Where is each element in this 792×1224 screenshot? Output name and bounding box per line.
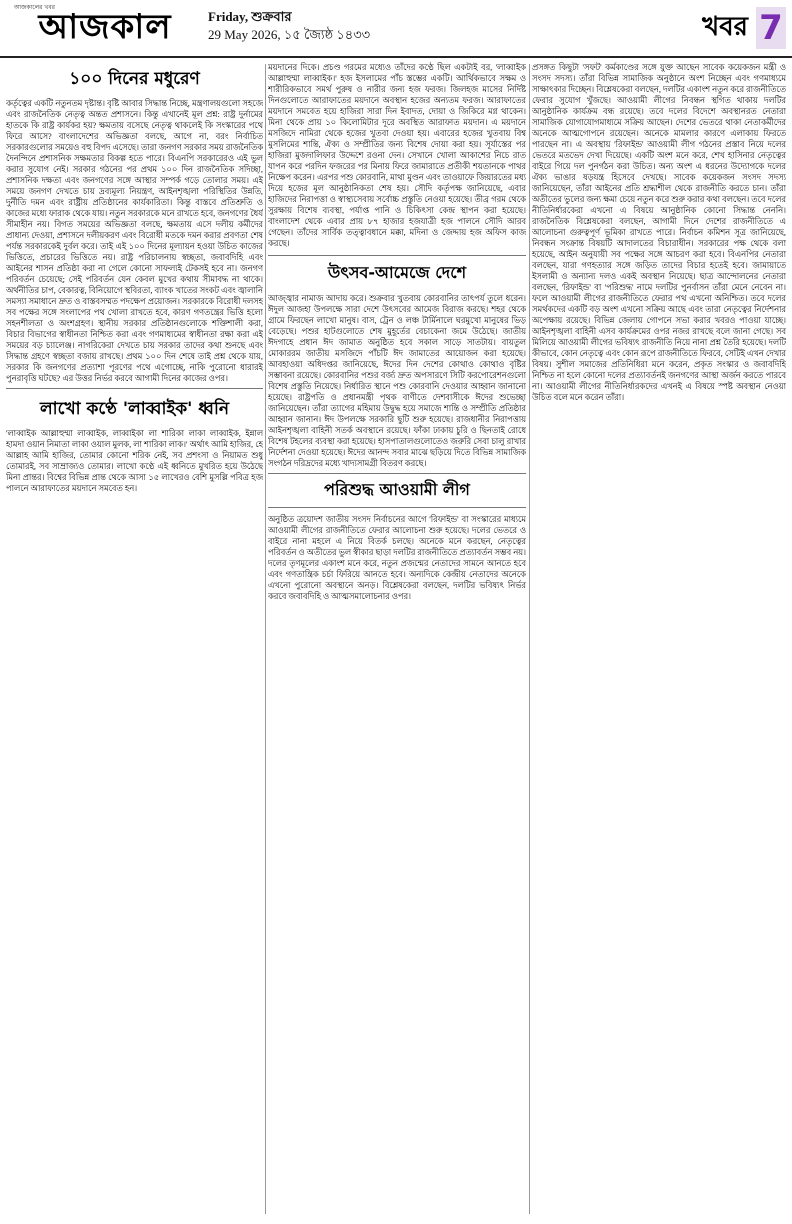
article-headline: লাখো কণ্ঠে 'লাব্বাইক' ধ্বনি xyxy=(40,399,229,419)
article-headline: ১০০ দিনের মধুরেণ xyxy=(69,69,200,89)
column-divider xyxy=(529,64,530,1214)
column-3 xyxy=(532,62,786,1220)
day-english: Friday, xyxy=(208,9,249,24)
hajj-article xyxy=(6,388,263,494)
page-number: 7 xyxy=(756,7,786,49)
logo xyxy=(10,6,200,48)
article-body: কর্তৃত্বের একটি নতুনতম দৃষ্টান্ত। বৃষ্টি আবার সিদ্ধান্ত নিচ্ছে, মন্ত্রণালয়গুলো সহজে এবং রাজনৈতিক নেতৃত্ব অন্তত প্রশাসনে। কিন্তু এখানেই মূল প্রশ্ন: রাষ্ট্র দুর্নামের হাতকে কি রাষ্ট্র কার্যকর হয়? ক্ষমতায় বসেছে নেতৃত্ব থাকলেই কি সংস্কারের পথে ফিরে আসে? বাংলাদেশের অভিজ্ঞতা বলছে, আগে না, বরং নির্বাচিত সরকারগুলোর সময়েও বহু বিপদ এসেছে। তারা জনগণ সরকার সময় রাজনৈতিক দৈনন্দিনে প্রশাসনিক সক্ষমতার বিকল্প হতে পারে। বিএনপি সরকারেরও এই ভুল করার সুযোগ নেই। সরকার গঠনের পর প্রথম ১০০ দিন রাজনৈতিক সদিচ্ছা, প্রশাসনিক দক্ষতা এবং জনগণের সঙ্গে আস্থার সম্পর্ক গড়ে তোলার সময়। এই সময়ে জনগণ দেখতে চায় দ্রব্যমূল্য নিয়ন্ত্রণ, আইনশৃঙ্খলা পরিস্থিতির উন্নতি, দুর্নীতি দমন এবং রাষ্ট্রীয় প্রতিষ্ঠানের কার্যকারিতা। কিন্তু বাস্তবে প্রতিশ্রুতি ও কাজের মধ্যে ফারাক থেকে যায়। নতুন সরকারকে মনে রাখতে হবে, জনগণের ধৈর্য সীমাহীন নয়। বিগত সময়ের অভিজ্ঞতা বলছে, ক্ষমতায় এসে দলীয় কর্মীদের প্রাধান্য দেওয়া, প্রশাসনে দলীয়করণ এবং বিরোধী মতকে দমন করার প্রবণতা শেষ পর্যন্ত সরকারকেই দুর্বল করে। তাই এই ১০০ দিনের মূল্যায়ন হওয়া উচিত কাজের ভিত্তিতে, প্রচারের ভিত্তিতে নয়। রাষ্ট্র পরিচালনায় স্বচ্ছতা, জবাবদিহি এবং আইনের শাসন প্রতিষ্ঠা করা না গেলে কোনো সাফল্যই টেকসই হবে না। জনগণ পরিবর্তন চেয়েছে; সেই পরিবর্তন যেন কেবল মুখের কথায় সীমাবদ্ধ না থাকে। অর্থনীতির চাপ, বেকারত্ব, বিনিয়োগে স্থবিরতা, ব্যাংক খাতের সংকট এবং জ্বালানি সমস্যা সমাধানে দ্রুত ও বাস্তবসম্মত পদক্ষেপ প্রয়োজন। সরকারকে বিরোধী দলসহ সব পক্ষের সঙ্গে সংলাপের পথ খোলা রাখতে হবে, কারণ গণতন্ত্রের ভিত্তি হলো সহনশীলতা ও অংশগ্রহণ। স্থানীয় সরকার প্রতিষ্ঠানগুলোকে শক্তিশালী করা, বিচার বিভাগের স্বাধীনতা নিশ্চিত করা এবং গণমাধ্যমের স্বাধীনতা রক্ষা করা এই সময়ের বড় চ্যালেঞ্জ। নাগরিকেরা দেখতে চায় সরকার তাদের কথা শুনছে এবং সিদ্ধান্ত গ্রহণে স্বচ্ছতা বজায় রাখছে। প্রথম ১০০ দিন শেষে তাই প্রশ্ন থেকে যায়, সরকার কি জনগণের প্রত্যাশা পূরণের পথে এগোচ্ছে, নাকি পুরোনো ধারারই পুনরাবৃত্তি ঘটছে? এর উত্তর নির্ভর করবে আগামী দিনের কাজের ওপর। xyxy=(6,99,263,383)
section-name: খবর xyxy=(702,12,748,42)
article-headline: উৎসব-আমেজে দেশে xyxy=(268,255,526,287)
section-label xyxy=(690,4,786,52)
column-2 xyxy=(268,62,526,1220)
article-body: ময়দানের দিকে। প্রচণ্ড গরমের মধ্যেও তাঁদের কণ্ঠে ছিল একটাই বর, 'লাব্বাইক আল্লাহুম্মা লাব্বাইক।' হজ ইসলামের পাঁচ স্তম্ভের একটি। আর্থিকভাবে সক্ষম ও শারীরিকভাবে সমর্থ পুরুষ ও নারীর জন্য হজ ফরজ। জিলহজ মাসের নির্দিষ্ট দিনগুলোতে আরাফাতের ময়দানে অবস্থান হজের অন্যতম ফরজ। আরাফাতের ময়দানে সমবেত হয়ে হাজিরা সারা দিন ইবাদত, দোয়া ও জিকিরে মগ্ন থাকেন। মিনা থেকে প্রায় ১০ কিলোমিটার দূরে অবস্থিত আরাফাত ময়দান। এ ময়দানে মসজিদে নামিরা থেকে হজের খুতবা দেওয়া হয়। এবারের হজের খুতবায় বিশ্ব মুসলিমের শান্তি, ঐক্য ও সম্প্রীতির জন্য বিশেষ দোয়া করা হয়। সূর্যাস্তের পর হাজিরা মুজদালিফার উদ্দেশে রওনা দেন। সেখানে খোলা আকাশের নিচে রাত যাপন করে পরদিন ফজরের পর মিনায় ফিরে জামারাতে প্রতীকী শয়তানকে পাথর নিক্ষেপ করেন। এরপর পশু কোরবানি, মাথা মুণ্ডন এবং তাওয়াফে জিয়ারতের মধ্য দিয়ে হজের মূল আনুষ্ঠানিকতা শেষ হয়। সৌদি কর্তৃপক্ষ জানিয়েছে, এবার হাজিদের নিরাপত্তা ও স্বাস্থ্যসেবায় সর্বোচ্চ প্রস্তুতি নেওয়া হয়েছে। তীব্র গরম থেকে সুরক্ষায় বিশেষ ব্যবস্থা, পর্যাপ্ত পানি ও চিকিৎসা কেন্দ্র স্থাপন করা হয়েছে। বাংলাদেশ থেকে এবার প্রায় ৮৭ হাজার হজযাত্রী হজ পালনে সৌদি আরব গেছেন। তাঁদের সার্বিক তত্ত্বাবধানে মক্কা, মদিনা ও জেদ্দায় হজ অফিস কাজ করছে। xyxy=(268,63,526,248)
article-body: আজ্জ্বার নামাজ আদায় করে। শুক্রবার খুতবায় কোরবানির তাৎপর্য তুলে ধরেন। ঈদুল আজহা উপলক্ষে সারা দেশে উৎসবের আমেজ বিরাজ করছে। শহর থেকে গ্রামে ফিরছেন লাখো মানুষ। বাস, ট্রেন ও লঞ্চ টার্মিনালে ঘরমুখো মানুষের ভিড় বেড়েছে। পশুর হাটগুলোতে শেষ মুহূর্তের বেচাকেনা জমে উঠেছে। জাতীয় ঈদগাহে প্রধান ঈদ জামাত অনুষ্ঠিত হবে সকাল সাড়ে সাতটায়। বায়তুল মোকাররম জাতীয় মসজিদে পাঁচটি ঈদ জামাতের আয়োজন করা হয়েছে। আবহাওয়া অধিদপ্তর জানিয়েছে, ঈদের দিন দেশের কোথাও কোথাও বৃষ্টির সম্ভাবনা রয়েছে। কোরবানির পশুর বর্জ্য দ্রুত অপসারণে সিটি করপোরেশনগুলো বিশেষ প্রস্তুতি নিয়েছে। নির্ধারিত স্থানে পশু কোরবানি দেওয়ার আহ্বান জানানো হয়েছে। রাষ্ট্রপতি ও প্রধানমন্ত্রী পৃথক বাণীতে দেশবাসীকে ঈদের শুভেচ্ছা জানিয়েছেন। তাঁরা ত্যাগের মহিমায় উদ্বুদ্ধ হয়ে সমাজে শান্তি ও সম্প্রীতি প্রতিষ্ঠার আহ্বান জানান। ঈদ উপলক্ষে সরকারি ছুটি শুরু হয়েছে। রাজধানীর নিরাপত্তায় আইনশৃঙ্খলা বাহিনী সতর্ক অবস্থানে রয়েছে। ফাঁকা ঢাকায় চুরি ও ছিনতাই রোধে বিশেষ টহলের ব্যবস্থা করা হয়েছে। হাসপাতালগুলোতেও জরুরি সেবা চালু রাখার নির্দেশনা দেওয়া হয়েছে। ঈদের আনন্দ সবার মাঝে ছড়িয়ে দিতে বিভিন্ন সামাজিক সংগঠন দরিদ্রদের মধ্যে খাদ্যসামগ্রী বিতরণ করছে। xyxy=(268,294,526,468)
column-divider xyxy=(265,64,266,1214)
column-1 xyxy=(6,62,263,1220)
issue-date: 29 May 2026, ১৫ জ্যৈষ্ঠ ১৪৩৩ xyxy=(208,27,371,42)
logo-text: আজকাল xyxy=(38,7,172,47)
article-headline: পরিশুদ্ধ আওয়ামী লীগ xyxy=(268,473,526,508)
date-block xyxy=(208,8,378,44)
article-body: অনুষ্ঠিত ত্রয়োদশ জাতীয় সংসদ নির্বাচনের আগে 'রিফাইন্ড' বা সংস্কারের মাধ্যমে আওয়ামী লীগের রাজনীতিতে ফেরার আলোচনা শুরু হয়েছে। দলের ভেতরে ও বাইরে নানা মহলে এ নিয়ে বিতর্ক চলছে। অনেকে মনে করছেন, নেতৃত্বের পরিবর্তন ও অতীতের ভুল স্বীকার ছাড়া দলটির রাজনীতিতে প্রত্যাবর্তন সম্ভব নয়। দলের তৃণমূলের একাংশ মনে করে, নতুন প্রজন্মের নেতাদের সামনে আনতে হবে এবং গণতান্ত্রিক চর্চা ফিরিয়ে আনতে হবে। অন্যদিকে কেন্দ্রীয় নেতাদের অনেকে এখনো পুরোনো অবস্থানে অনড়। বিশ্লেষকেরা বলছেন, দলটির ভবিষ্যৎ নির্ভর করবে জবাবদিহি ও আত্মসমালোচনার ওপর। xyxy=(268,515,526,601)
day-bangla: শুক্রবার xyxy=(251,9,292,24)
logo-tagline: আজকালের খবর xyxy=(14,4,55,11)
masthead xyxy=(0,0,792,58)
article-body: 'লাব্বাইক আল্লাহুম্মা লাব্বাইক, লাব্বাইকা লা শারিকা লাকা লাব্বাইক, ইন্নাল হামদা ওয়ান নিমাতা লাকা ওয়াল মুলক, লা শারিকা লাক।' অর্থাৎ আমি হাজির, হে আল্লাহ আমি হাজির, তোমার কোনো শরিক নেই, সব প্রশংসা ও নিয়ামত শুধু তোমারই, সব সাম্রাজ্যও তোমার। লাখো কণ্ঠে এই ধ্বনিতে মুখরিত হয়ে উঠেছে মিনা প্রান্তর। বিশ্বের বিভিন্ন প্রান্ত থেকে আসা ১৫ লাখেরও বেশি মুসল্লি পবিত্র হজ পালনে আরাফাতের ময়দানে সমবেত হন। xyxy=(6,429,263,493)
article-body: প্রসঙ্গত কিছুটা 'সফট' কর্মকাণ্ডের সঙ্গে যুক্ত আছেন সাবেক কয়েকজন মন্ত্রী ও সংসদ সদস্য। তাঁরা বিভিন্ন সামাজিক অনুষ্ঠানে অংশ নিচ্ছেন এবং গণমাধ্যমে সাক্ষাৎকার দিচ্ছেন। বিশ্লেষকেরা বলছেন, দলটির একাংশ নতুন করে রাজনীতিতে ফেরার সুযোগ খুঁজছে। আওয়ামী লীগের নিবন্ধন স্থগিত থাকায় দলটির আনুষ্ঠানিক কার্যক্রম বন্ধ রয়েছে। তবে দলের বিদেশে অবস্থানরত নেতারা সামাজিক যোগাযোগমাধ্যমে সক্রিয় আছেন। দেশের ভেতরে থাকা নেতাকর্মীদের অনেকে আত্মগোপনে রয়েছেন। অনেকে মামলার কারণে এলাকায় ফিরতে পারছেন না। এ অবস্থায় 'রিফাইন্ড' আওয়ামী লীগ গঠনের প্রস্তাব নিয়ে দলের ভেতরে মতভেদ দেখা দিয়েছে। একটি অংশ মনে করে, শেখ হাসিনার নেতৃত্বের বাইরে গিয়ে দল পুনর্গঠন করা উচিত। অন্য অংশ এ ধরনের উদ্যোগকে দলের ঐক্য ভাঙার ষড়যন্ত্র হিসেবে দেখছে। সাবেক কয়েকজন সংসদ সদস্য জানিয়েছেন, তাঁরা আইনের প্রতি শ্রদ্ধাশীল থেকে রাজনীতি করতে চান। তাঁরা অতীতের ভুলের জন্য ক্ষমা চেয়ে নতুন করে শুরু করার কথা বলছেন। তবে দলের নীতিনির্ধারকেরা এখনো এ বিষয়ে আনুষ্ঠানিক কোনো সিদ্ধান্ত নেননি। রাজনৈতিক বিশ্লেষকেরা বলছেন, আগামী দিনে দেশের রাজনীতিতে এ আলোচনা গুরুত্বপূর্ণ ভূমিকা রাখতে পারে। নির্বাচন কমিশন সূত্র জানিয়েছে, নিবন্ধন সংক্রান্ত বিষয়টি আদালতের বিচারাধীন। সরকারের পক্ষ থেকে বলা হয়েছে, আইন অনুযায়ী সব পক্ষের সঙ্গে আচরণ করা হবে। বিএনপির নেতারা বলছেন, যারা গণহত্যার সঙ্গে জড়িত তাদের বিচার হতেই হবে। জামায়াতে ইসলামী ও অন্যান্য দলও একই অবস্থান নিয়েছে। ছাত্র আন্দোলনের নেতারা বলছেন, 'রিফাইন্ড' বা 'পরিশুদ্ধ' নামে দলটির পুনর্বাসন তাঁরা মেনে নেবেন না। ফলে আওয়ামী লীগের রাজনীতিতে ফেরার পথ এখনো অনিশ্চিত। তবে দলের সমর্থকদের একটি বড় অংশ এখনো সক্রিয় আছে এবং তারা নেতৃত্বের নির্দেশনার অপেক্ষায় রয়েছে। বিভিন্ন জেলায় গোপনে সভা করার খবরও পাওয়া যাচ্ছে। আইনশৃঙ্খলা বাহিনী এসব কার্যক্রমের ওপর নজর রাখছে বলে জানা গেছে। সব মিলিয়ে আওয়ামী লীগের ভবিষ্যৎ রাজনীতি নিয়ে নানা প্রশ্ন তৈরি হয়েছে। দলটি কীভাবে, কোন নেতৃত্বে এবং কোন রূপে রাজনীতিতে ফিরবে, সেটিই এখন দেখার বিষয়। সুশীল সমাজের প্রতিনিধিরা মনে করেন, প্রকৃত সংস্কার ও জবাবদিহি নিশ্চিত না হলে কোনো দলের প্রত্যাবর্তনই জনগণের আস্থা অর্জন করতে পারবে না। আওয়ামী লীগের নীতিনির্ধারকদের এখনই এ বিষয়ে স্পষ্ট অবস্থান নেওয়া উচিত বলে মনে করেন তাঁরা। xyxy=(532,63,786,402)
